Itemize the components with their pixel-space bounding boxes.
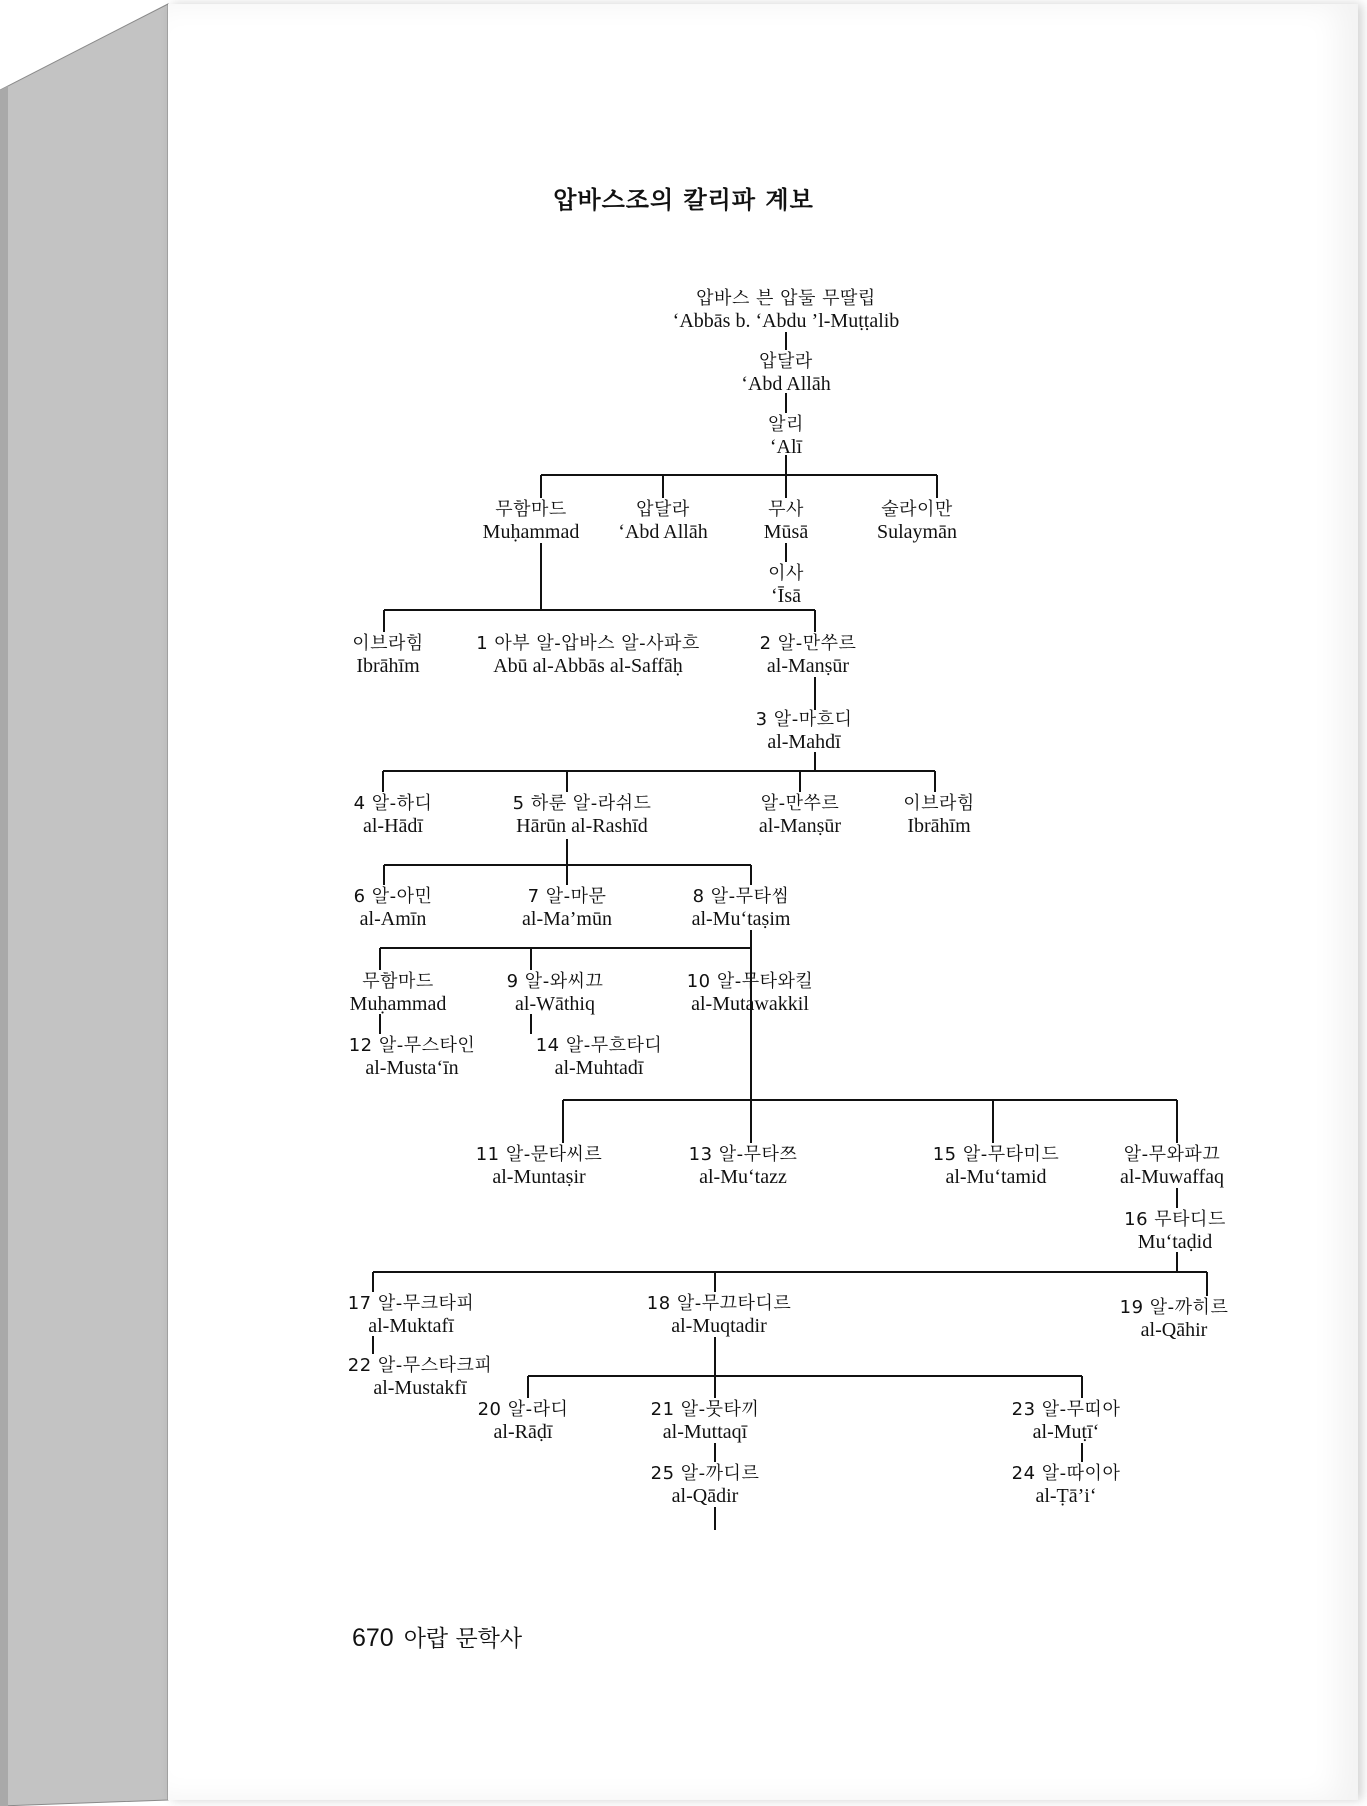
node-romanized-name: al-Ṭā’i‘ xyxy=(1035,1485,1097,1507)
node-romanized-name: al-Wāthiq xyxy=(515,993,595,1015)
node-korean-name: 22 알-무스타크피 xyxy=(347,1355,493,1376)
node-ali xyxy=(768,413,804,459)
node-korean-name: 16 무타디드 xyxy=(1124,1209,1226,1230)
node-romanized-name: al-Mu‘tazz xyxy=(699,1166,787,1188)
node-korean-name: 알리 xyxy=(768,414,804,435)
node-korean-name: 1 아부 알-압바스 알-사파흐 xyxy=(476,633,700,654)
node-isa xyxy=(768,562,804,608)
node-korean-name: 6 알-아민 xyxy=(353,886,433,907)
node-korean-name: 2 알-만쑤르 xyxy=(759,633,857,654)
node-romanized-name: ‘Abd Allāh xyxy=(741,373,831,395)
page-number: 670 xyxy=(352,1624,394,1652)
node-abbas xyxy=(673,287,900,333)
node-romanized-name: Muḥammad xyxy=(482,521,580,543)
node-korean-name: 5 하룬 알-라쉬드 xyxy=(512,793,652,814)
node-korean-name: 24 알-따이아 xyxy=(1011,1463,1121,1484)
node-romanized-name: al-Muṭī‘ xyxy=(1032,1421,1100,1443)
node-qadir xyxy=(651,1462,760,1508)
node-muntasir xyxy=(476,1143,603,1189)
node-korean-name: 25 알-까디르 xyxy=(650,1463,760,1484)
node-harun-al-rashid xyxy=(513,792,652,838)
node-mutamid xyxy=(933,1143,1060,1189)
node-romanized-name: al-Qādir xyxy=(671,1485,739,1507)
node-romanized-name: al-Hādī xyxy=(363,815,423,837)
node-korean-name: 20 알-라디 xyxy=(477,1399,569,1420)
node-romanized-name: al-Mahdī xyxy=(767,731,841,753)
node-mutadid xyxy=(1124,1208,1226,1254)
node-korean-name: 19 알-까히르 xyxy=(1119,1297,1229,1318)
node-korean-name: 무사 xyxy=(768,499,804,520)
page-footer xyxy=(352,1620,522,1653)
node-mansur-2 xyxy=(759,792,841,838)
node-romanized-name: al-Muktafī xyxy=(368,1315,454,1337)
page-title: 압바스조의 칼리파 계보 xyxy=(553,186,814,214)
node-romanized-name: al-Musta‘īn xyxy=(365,1057,459,1079)
node-mamun xyxy=(522,885,612,931)
node-muti xyxy=(1012,1398,1121,1444)
node-mansur-1 xyxy=(760,632,857,678)
node-korean-name: 23 알-무띠아 xyxy=(1011,1399,1121,1420)
node-romanized-name: al-Ma’mūn xyxy=(522,908,612,930)
node-korean-name: 15 알-무타미드 xyxy=(932,1144,1060,1165)
node-korean-name: 7 알-마문 xyxy=(527,886,607,907)
node-ibrahim-1 xyxy=(352,632,424,678)
node-korean-name: 13 알-무타쯔 xyxy=(688,1144,798,1165)
node-romanized-name: al-Mutawakkil xyxy=(691,993,809,1015)
node-romanized-name: al-Mu‘taṣim xyxy=(691,908,791,930)
node-korean-name: 알-무와파끄 xyxy=(1123,1144,1221,1165)
node-korean-name: 4 알-하디 xyxy=(353,793,433,814)
node-romanized-name: Ibrāhīm xyxy=(356,655,420,677)
node-abd-allah-2 xyxy=(618,498,707,544)
node-romanized-name: al-Mustakfī xyxy=(373,1377,467,1399)
node-romanized-name: al-Muntaṣir xyxy=(492,1166,586,1188)
node-muttaqi xyxy=(651,1398,760,1444)
node-romanized-name: Ibrāhīm xyxy=(907,815,971,837)
node-korean-name: 술라이만 xyxy=(881,499,953,520)
node-korean-name: 이브라힘 xyxy=(352,633,424,654)
node-korean-name: 무함마드 xyxy=(362,971,434,992)
node-mustakfi xyxy=(348,1354,492,1400)
node-korean-name: 이사 xyxy=(768,563,804,584)
node-romanized-name: ‘Abd Allāh xyxy=(618,521,708,543)
node-korean-name: 압달라 xyxy=(759,351,813,372)
node-romanized-name: al-Muwaffaq xyxy=(1119,1166,1225,1188)
node-romanized-name: al-Manṣūr xyxy=(766,655,850,677)
book-title: 아랍 문학사 xyxy=(403,1626,523,1652)
node-korean-name: 21 알-뭇타끼 xyxy=(650,1399,760,1420)
node-muktafi xyxy=(348,1292,475,1338)
node-romanized-name: al-Amīn xyxy=(359,908,427,930)
node-romanized-name: ‘Īsā xyxy=(771,585,801,607)
node-korean-name: 11 알-문타씨르 xyxy=(475,1144,603,1165)
node-wathiq xyxy=(507,970,604,1016)
node-mustain xyxy=(349,1034,476,1080)
node-sulayman xyxy=(877,498,957,544)
node-romanized-name: Hārūn al-Rashīd xyxy=(516,815,648,837)
node-muwaffaq xyxy=(1120,1143,1224,1189)
node-romanized-name: ‘Abbās b. ‘Abdu ’l-Muṭṭalib xyxy=(672,310,900,332)
node-korean-name: 12 알-무스타인 xyxy=(348,1035,476,1056)
node-romanized-name: al-Muqtadir xyxy=(671,1315,767,1337)
node-muhtadi xyxy=(536,1034,663,1080)
node-musa xyxy=(764,498,808,544)
node-mutawakkil xyxy=(687,970,814,1016)
node-korean-name: 압바스 븐 압둘 무딸립 xyxy=(696,288,876,309)
node-romanized-name: al-Rāḍī xyxy=(493,1421,553,1443)
node-muhammad-1 xyxy=(483,498,580,544)
node-qahir xyxy=(1120,1296,1229,1342)
node-ibrahim-2 xyxy=(903,792,975,838)
node-romanized-name: Abū al-Abbās al-Saffāḥ xyxy=(493,655,683,677)
node-tai xyxy=(1012,1462,1121,1508)
node-korean-name: 14 알-무흐타디 xyxy=(535,1035,663,1056)
node-muqtadir xyxy=(647,1292,791,1338)
node-mutazz xyxy=(689,1143,798,1189)
node-korean-name: 17 알-무크타피 xyxy=(347,1293,475,1314)
node-romanized-name: Sulaymān xyxy=(877,521,957,543)
node-mahdi xyxy=(756,708,853,754)
node-romanized-name: al-Muhtadī xyxy=(554,1057,644,1079)
node-korean-name: 8 알-무타씸 xyxy=(692,886,790,907)
node-korean-name: 알-만쑤르 xyxy=(760,793,840,814)
node-romanized-name: al-Muttaqī xyxy=(662,1421,748,1443)
node-saffah xyxy=(476,632,700,678)
node-romanized-name: Mūsā xyxy=(763,521,809,543)
node-korean-name: 이브라힘 xyxy=(903,793,975,814)
node-romanized-name: Mu‘taḍid xyxy=(1137,1231,1213,1253)
node-radi xyxy=(478,1398,569,1444)
node-korean-name: 압달라 xyxy=(636,499,690,520)
node-romanized-name: al-Qāhir xyxy=(1140,1319,1208,1341)
node-korean-name: 10 알-무타와킬 xyxy=(686,971,814,992)
node-romanized-name: al-Mu‘tamid xyxy=(945,1166,1047,1188)
node-abd-allah-1 xyxy=(741,350,830,396)
node-romanized-name: ‘Alī xyxy=(769,436,803,458)
node-korean-name: 3 알-마흐디 xyxy=(755,709,853,730)
node-romanized-name: al-Manṣūr xyxy=(758,815,842,837)
node-romanized-name: Muḥammad xyxy=(349,993,447,1015)
node-korean-name: 무함마드 xyxy=(495,499,567,520)
node-mutasim xyxy=(692,885,791,931)
node-hadi xyxy=(354,792,433,838)
node-amin xyxy=(354,885,433,931)
node-korean-name: 9 알-와씨끄 xyxy=(506,971,604,992)
node-muhammad-2 xyxy=(350,970,447,1016)
node-korean-name: 18 알-무끄타디르 xyxy=(646,1293,792,1314)
